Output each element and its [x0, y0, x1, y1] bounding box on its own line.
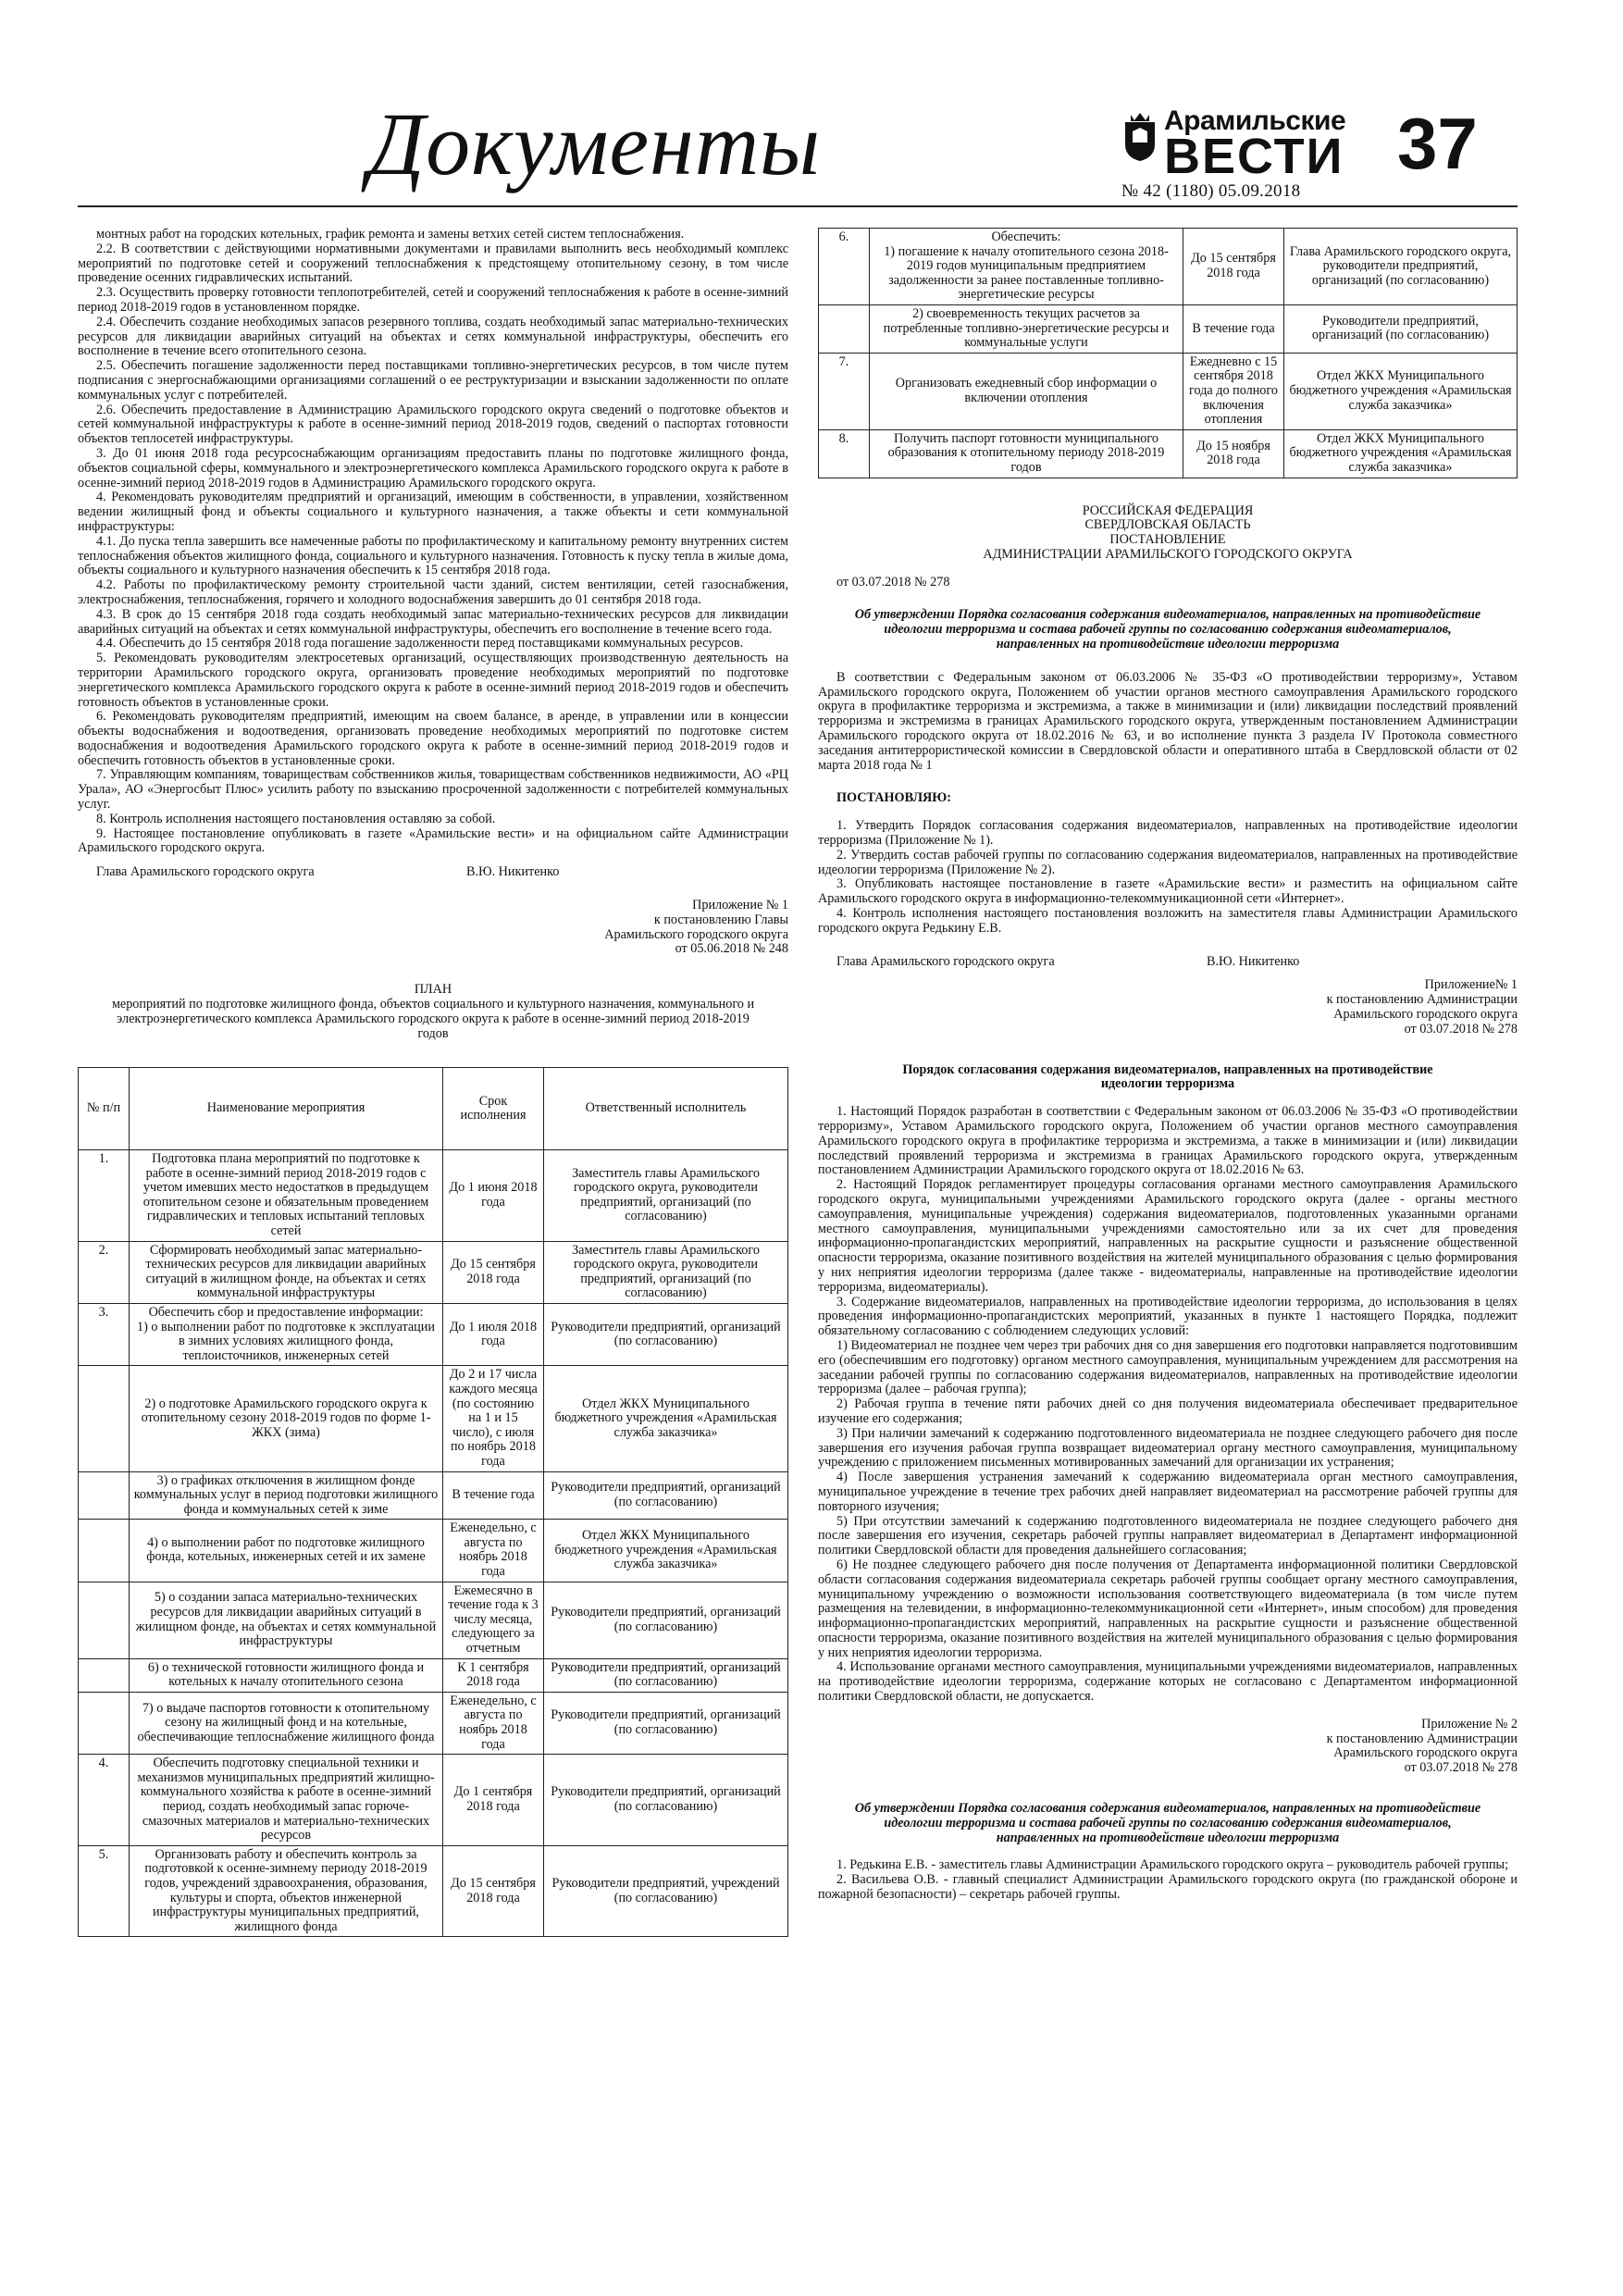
newspaper-logo — [1121, 105, 1346, 184]
group-title: Об утверждении Порядка согласования содержания видеоматериалов, направленных на противодействие идеологии терроризма и состава рабочей группы по согласованию содержания видеоматериалов, направленных на противодействие идеологии терроризма — [854, 1801, 1481, 1845]
paragraph: 4.3. В срок до 15 сентября 2018 года создать необходимый запас материально-технических ресурсов для ликвидации аварийных ситуаций на объектах и сетях коммунальной инфраструктуры, обеспечить его восполнение в течение всего года. — [78, 606, 788, 637]
document-date: от 03.07.2018 № 278 — [836, 574, 950, 590]
row-activity: 4) о выполнении работ по подготовке жилищного фонда, котельных, инженерных сетей и их замене — [130, 1520, 443, 1582]
paragraph: 2.2. В соответствии с действующими нормативными документами и правилами выполнить весь необходимый комплекс мероприятий по подготовке сетей и сооружений теплоснабжения к предстоящему отопительному сезону, в том числе проведение осенних гидравлических испытаний. — [78, 241, 788, 286]
row-deadline: До 1 июня 2018 года — [443, 1150, 544, 1242]
row-deadline: Ежедневно с 15 сентября 2018 года до полного включения отопления — [1183, 353, 1284, 429]
paragraph: 7. Управляющим компаниям, товариществам собственников жилья, товариществам собственников недвижимости, АО «РЦ Урала», АО «Энергосбыт Плюс» усилить работу по взысканию просроченной задолженности с потребителей коммунальных услуг. — [78, 767, 788, 813]
logo-main-text: ВЕСТИ — [1164, 129, 1344, 184]
table-row — [79, 1845, 788, 1937]
row-responsible: Руководители предприятий, организаций (по согласованию) — [544, 1471, 788, 1520]
row-deadline: В течение года — [443, 1471, 544, 1520]
paragraph: 8. Контроль исполнения настоящего постановления оставляю за собой. — [96, 811, 496, 826]
row-number — [79, 1471, 130, 1520]
appendix-line: от 03.07.2018 № 278 — [1404, 1021, 1518, 1036]
row-number: 4. — [79, 1755, 130, 1846]
header-line: ПОСТАНОВЛЕНИЕ — [1109, 532, 1226, 548]
row-number — [79, 1658, 130, 1692]
row-activity: Обеспечить: 1) погашение к началу отопительного сезона 2018-2019 годов муниципальным предприятием задолженности за ранее поставленные топливно-энергетические ресурсы — [870, 229, 1183, 305]
order-item: 2) Рабочая группа в течение пяти рабочих дней со дня получения видеоматериала обеспечивает предварительное изучение его содержания; — [818, 1396, 1518, 1426]
table-row — [79, 1471, 788, 1520]
header-resp: Ответственный исполнитель — [544, 1068, 788, 1150]
signature-name: В.Ю. Никитенко — [1207, 953, 1300, 969]
header-line: РОССИЙСКАЯ ФЕДЕРАЦИЯ — [1082, 503, 1254, 518]
table-row — [79, 1658, 788, 1692]
paragraph: 6. Рекомендовать руководителям предприятий, имеющим на своем балансе, в аренде, в управлении или в концессии объекты водоснабжения и водоотведения, организовать проведение необходимых мероприятий по подготовке систем водоснабжения и водоотведения Арамильского городского округа к работе в осенне-зимний период 2018-2019 годов и обеспечить готовность объектов в установленные сроки. — [78, 709, 788, 768]
table-row — [79, 1582, 788, 1658]
row-responsible: Руководители предприятий, организаций (по согласованию) — [544, 1755, 788, 1846]
table-row — [819, 229, 1518, 305]
logo-top-text: Арамильские — [1164, 105, 1346, 136]
order-item: 3) При наличии замечаний к содержанию подготовленного видеоматериала не позднее следующего рабочего дня после завершения его изучения рабочая группа возвращает видеоматериал органу местного самоуправления, муниципальному учреждению с приложением письменных мотивированных замечаний для организации их устранения; — [818, 1425, 1518, 1471]
row-activity: 3) о графиках отключения в жилищном фонде коммунальных услуг в период подготовки жилищного фонда и коммунальных сетей к зиме — [130, 1471, 443, 1520]
row-activity: Обеспечить сбор и предоставление информации: 1) о выполнении работ по подготовке к эксплуатации в зимних условиях жилищного фонда, теплоисточников, инженерных сетей — [130, 1303, 443, 1365]
order-title: Порядок согласования содержания видеоматериалов, направленных на противодействие идеологии терроризма — [902, 1061, 1433, 1092]
order-item: 5) При отсутствии замечаний к содержанию подготовленного видеоматериала не позднее следующего рабочего дня после завершения его изучения, секретарь рабочей группы направляет видеоматериал в Департамент информационной политики Свердловской области для проведения дальнейшего согласования; — [818, 1513, 1518, 1558]
plan-subtitle: мероприятий по подготовке жилищного фонда, объектов социального и культурного назначения, коммунального и электроэнергетического комплекса Арамильского городского округа к работе в осенне-зимний период 2018-2019 годов — [111, 997, 755, 1041]
appendix-line: к постановлению Администрации — [1326, 1731, 1518, 1746]
row-activity: Получить паспорт готовности муниципального образования к отопительному периоду 2018-2019 годов — [870, 429, 1183, 478]
appendix-line: к постановлению Администрации — [1326, 992, 1518, 1008]
issue-number: № 42 (1180) 05.09.2018 — [1121, 181, 1301, 201]
paragraph: 2.5. Обеспечить погашение задолженности перед поставщиками топливно-энергетических ресурсов, в том числе путем подписания с энергоснабжающими организациями соглашений о ее реструктуризации и взыскании задолженности по оплате коммунальных услуг с потребителей. — [78, 358, 788, 403]
row-responsible: Руководители предприятий, организаций (по согласованию) — [544, 1582, 788, 1658]
left-signature — [78, 865, 788, 880]
table-row — [79, 1520, 788, 1582]
table-row — [79, 1303, 788, 1365]
row-activity: 2) своевременность текущих расчетов за потребленные топливно-энергетические ресурсы и коммунальные услуги — [870, 304, 1183, 353]
group-members — [818, 1858, 1518, 1902]
paragraph: 4. Рекомендовать руководителям предприятий и организаций, имеющим в собственности, в управлении, хозяйственном ведении жилищный фонд и объекты социального и культурного назначения, а также объекты и сети коммунальной инфраструктуры: — [78, 490, 788, 534]
row-activity: 7) о выдаче паспортов готовности к отопительному сезону на жилищный фонд и на котельные, обеспечивающие теплоснабжение жилищного фонда — [130, 1692, 443, 1754]
plan-table-continued-body — [819, 229, 1518, 478]
section-title: Документы — [368, 94, 822, 193]
row-responsible: Руководители предприятий, учреждений (по согласованию) — [544, 1845, 788, 1937]
row-deadline: До 1 июля 2018 года — [443, 1303, 544, 1365]
order-item: 3. Содержание видеоматериалов, направленных на противодействие идеологии терроризма, до использования в целях проведения информационно-пропагандистских мероприятий, указанных в пункте 1 настоящего Порядка, подлежит обязательному согласованию с соблюдением следующих условий: — [818, 1294, 1518, 1339]
row-activity: 2) о подготовке Арамильского городского округа к отопительному сезону 2018-2019 годов по форме 1-ЖКХ (зима) — [130, 1366, 443, 1471]
order-item: 4. Использование органами местного самоуправления, муниципальными учреждениями видеоматериалов, направленных на противодействие идеологии терроризма, содержание которых не согласовано с Департаментом информационной политики Свердловской области, не допускается. — [818, 1659, 1518, 1705]
order-item: 2. Настоящий Порядок регламентирует процедуры согласования органами местного самоуправления Арамильского городского округа, муниципальными учреждениями Арамильского городского округа (далее - органы местного самоуправления, муниципальные учреждения) содержания видеоматериалов, подготовленных указанными органами местного самоуправления, муниципальными учреждениями самостоятельно или за их счет для проведения информационно-пропагандистских мероприятий, направленных на раскрытие сущности и разъяснение общественной опасности терроризма, оказание позитивного воздействия на жителей муниципального образования с целью формирования у них неприятия идеологии терроризма (далее также - видеоматериалы, направленные на противодействие идеологии терроризма, видеоматериалы). — [818, 1177, 1518, 1295]
row-deadline: До 15 сентября 2018 года — [443, 1241, 544, 1303]
order-item: 4) После завершения устранения замечаний к содержанию видеоматериала орган местного самоуправления, муниципальное учреждение в течение трех рабочих дней направляет видеоматериал на рассмотрение рабочей группы для повторного изучения; — [818, 1470, 1518, 1514]
right-column — [818, 228, 1518, 1903]
left-intro — [78, 228, 788, 856]
row-responsible: Отдел ЖКХ Муниципального бюджетного учреждения «Арамильская служба заказчика» — [544, 1520, 788, 1582]
plan-title: ПЛАН — [414, 982, 452, 998]
decree-item: 3. Опубликовать настоящее постановление в газете «Арамильские вести» и разместить на официальном сайте Арамильского городского округа в информационно-телекоммуникационной сети «Интернет». — [818, 876, 1518, 907]
row-deadline: Еженедельно, с августа по ноябрь 2018 года — [443, 1692, 544, 1754]
header-num: № п/п — [79, 1068, 130, 1150]
row-responsible: Руководители предприятий, организаций (по согласованию) — [1284, 304, 1518, 353]
row-deadline: К 1 сентября 2018 года — [443, 1658, 544, 1692]
header-name: Наименование мероприятия — [130, 1068, 443, 1150]
row-responsible: Руководители предприятий, организаций (по согласованию) — [544, 1303, 788, 1365]
member-item: 2. Васильева О.В. - главный специалист Администрации Арамильского городского округа (по гражданской обороне и пожарной безопасности) – секретарь рабочей группы. — [818, 1872, 1518, 1903]
signature-role: Глава Арамильского городского округа — [836, 953, 1055, 969]
row-deadline: Еженедельно, с августа по ноябрь 2018 года — [443, 1520, 544, 1582]
row-deadline: До 1 сентября 2018 года — [443, 1755, 544, 1846]
paragraph: монтных работ на городских котельных, график ремонта и замены ветхих сетей систем теплоснабжения. — [96, 227, 685, 242]
plan-table-continued — [818, 228, 1518, 478]
header-line: АДМИНИСТРАЦИИ АРАМИЛЬСКОГО ГОРОДСКОГО ОКРУГА — [983, 546, 1353, 562]
appendix-line: Арамильского городского округа — [1333, 1007, 1518, 1023]
signature-role: Глава Арамильского городского округа — [96, 864, 315, 880]
row-number: 1. — [79, 1150, 130, 1242]
header-term: Срок исполнения — [443, 1068, 544, 1150]
paragraph: 3. До 01 июня 2018 года ресурсоснабжающим организациям предоставить планы по подготовке жилищного фонда, объектов социальной сферы, коммунального и электроэнергетического комплекса Арамильского городского округа к работе в осенне-зимний период 2018-2019 годов в Администрацию Арамильского городского округа. — [78, 445, 788, 490]
row-activity: Сформировать необходимый запас материально-технических ресурсов для ликвидации аварийных ситуаций в жилищном фонде, на объектах и сетях коммунальной инфраструктуры — [130, 1241, 443, 1303]
appendix-line: Приложение № 1 — [692, 898, 788, 913]
table-row — [819, 304, 1518, 353]
appendix-line: Арамильского городского округа — [1333, 1745, 1518, 1761]
header-divider — [78, 205, 1518, 207]
order-items — [818, 1105, 1518, 1705]
appendix-1-note — [818, 978, 1518, 1036]
document-header — [818, 504, 1518, 563]
table-row — [79, 1366, 788, 1471]
row-number: 5. — [79, 1845, 130, 1937]
row-deadline: В течение года — [1183, 304, 1284, 353]
row-responsible: Отдел ЖКХ Муниципального бюджетного учреждения «Арамильская служба заказчика» — [1284, 429, 1518, 478]
table-row — [79, 1755, 788, 1846]
signature-name: В.Ю. Никитенко — [466, 864, 560, 880]
header-line: СВЕРДЛОВСКАЯ ОБЛАСТЬ — [1084, 517, 1251, 533]
table-header-row — [79, 1068, 788, 1150]
row-number: 7. — [819, 353, 870, 429]
row-responsible: Глава Арамильского городского округа, руководители предприятий, организаций (по согласованию) — [1284, 229, 1518, 305]
decree-items — [818, 819, 1518, 936]
row-activity: Подготовка плана мероприятий по подготовке к работе в осенне-зимний период 2018-2019 годов с учетом имевших место недостатков в предыдущем отопительном сезоне и обязательным проведением гидравлических и тепловых испытаний тепловых сетей — [130, 1150, 443, 1242]
row-number: 2. — [79, 1241, 130, 1303]
table-row — [79, 1150, 788, 1242]
decree-word: ПОСТАНОВЛЯЮ: — [836, 790, 952, 806]
row-deadline: До 15 ноября 2018 года — [1183, 429, 1284, 478]
right-signature — [818, 955, 1518, 970]
row-number: 6. — [819, 229, 870, 305]
paragraph: 2.3. Осуществить проверку готовности теплопотребителей, сетей и сооружений теплоснабжения к работе в осенне-зимний период 2018-2019 годов в установленном порядке. — [78, 285, 788, 315]
table-row — [79, 1241, 788, 1303]
appendix-2-note — [818, 1718, 1518, 1776]
row-responsible: Руководители предприятий, организаций (по согласованию) — [544, 1692, 788, 1754]
appendix-line: Приложение № 2 — [1421, 1716, 1518, 1731]
order-item: 1. Настоящий Порядок разработан в соответствии с Федеральным законом от 06.03.2006 № 35-ФЗ «О противодействии терроризму», Уставом Арамильского городского округа, Положением об участии органов местного самоуправления Арамильского городского округа в профилактике терроризма и экстремизма, а также в минимизации и (или) ликвидации последствий проявлений терроризма и экстремизма в границах Арамильского городского округа, утвержденным постановлением Администрации Арамильского городского округа от 18.02.2016 № 63. — [818, 1104, 1518, 1178]
row-number — [79, 1366, 130, 1471]
page-number: 37 — [1397, 103, 1478, 184]
table-row — [819, 429, 1518, 478]
decree-item: 1. Утвердить Порядок согласования содержания видеоматериалов, направленных на противодействие идеологии терроризма (Приложение № 1). — [818, 818, 1518, 849]
row-deadline: Ежемесячно в течение года к 3 числу месяца, следующего за отчетным — [443, 1582, 544, 1658]
paragraph: 4.2. Работы по профилактическому ремонту строительной части зданий, систем вентиляции, сетей газоснабжения, электроснабжения, теплоснабжения, горячего и холодного водоснабжения завершить до 01 сентября 2018 года. — [78, 577, 788, 607]
decree-item: 4. Контроль исполнения настоящего постановления возложить на заместителя главы Администрации Арамильского городского округа Редькину Е.В. — [818, 906, 1518, 936]
paragraph: 9. Настоящее постановление опубликовать в газете «Арамильские вести» и на официальном сайте Администрации Арамильского городского округа. — [78, 825, 788, 856]
row-responsible: Отдел ЖКХ Муниципального бюджетного учреждения «Арамильская служба заказчика» — [1284, 353, 1518, 429]
appendix-line: к постановлению Главы — [653, 912, 788, 927]
order-item: 6) Не позднее следующего рабочего дня после получения от Департамента информационной политики Свердловской области согласования содержания видеоматериала секретарь рабочей группы сообщает органу местного самоуправления, муниципальному учреждению о возможности использования соответствующего видеоматериала (в том числе путем размещения на телевидении, в информационно-телекоммуникационной сети «Интернет», иным способом) для проведения информационно-пропагандистских мероприятий, направленных на раскрытие сущности и разъяснение общественной опасности терроризма, оказание позитивного воздействия на жителей муниципального образования с целью формирования у них неприятия идеологии терроризма. — [818, 1557, 1518, 1660]
row-number — [79, 1582, 130, 1658]
decree-item: 2. Утвердить состав рабочей группы по согласованию содержания видеоматериалов, направленных на противодействие идеологии терроризма (Приложение № 2). — [818, 847, 1518, 877]
appendix-line: от 05.06.2018 № 248 — [675, 941, 788, 957]
table-row — [819, 353, 1518, 429]
left-column — [78, 228, 788, 1937]
appendix-line: от 03.07.2018 № 278 — [1404, 1760, 1518, 1776]
row-number — [79, 1692, 130, 1754]
row-responsible: Руководители предприятий, организаций (по согласованию) — [544, 1658, 788, 1692]
paragraph: 5. Рекомендовать руководителям электросетевых организаций, осуществляющих производственную деятельность на территории Арамильского городского округа, организовать проведение необходимых мероприятий по подготовке энергетического комплекса Арамильского городского округа к работе в осенне-зимний период 2018-2019 годов и обеспечить готовность объектов в установленные сроки. — [78, 651, 788, 710]
row-responsible: Отдел ЖКХ Муниципального бюджетного учреждения «Арамильская служба заказчика» — [544, 1366, 788, 1471]
paragraph: 4.4. Обеспечить до 15 сентября 2018 года погашение задолженности перед поставщиками коммунальных ресурсов. — [96, 636, 744, 652]
appendix-line: Приложение№ 1 — [1424, 977, 1518, 993]
row-deadline: До 15 сентября 2018 года — [443, 1845, 544, 1937]
document-title: Об утверждении Порядка согласования содержания видеоматериалов, направленных на противодействие идеологии терроризма и состава рабочей группы по согласованию содержания видеоматериалов, направленных на противодействие идеологии терроризма — [854, 607, 1481, 652]
row-number: 3. — [79, 1303, 130, 1365]
row-activity: Обеспечить подготовку специальной техники и механизмов муниципальных предприятий жилищно-коммунального хозяйства к работе в осенне-зимний период, создать необходимый запас горюче-смазочных материалов и материально-технических ресурсов — [130, 1755, 443, 1846]
appendix-line: Арамильского городского округа — [604, 926, 788, 942]
crest-icon — [1121, 109, 1158, 163]
row-activity: 5) о создании запаса материально-технических ресурсов для ликвидации аварийных ситуаций в жилищном фонде, на объектах и сетях коммунальной инфраструктуры — [130, 1582, 443, 1658]
appendix-1-note — [78, 899, 788, 957]
row-activity: Организовать ежедневный сбор информации о включении отопления — [870, 353, 1183, 429]
paragraph: 2.6. Обеспечить предоставление в Администрацию Арамильского городского округа сведений о подготовке объектов и сетей коммунальной инфраструктуры к работе в осенне-зимний период 2018-2019 годов, сведений о паспортах готовности объектов теплосетей инфраструктуры. — [78, 402, 788, 447]
plan-table — [78, 1067, 788, 1937]
row-number — [79, 1520, 130, 1582]
paragraph: 4.1. До пуска тепла завершить все намеченные работы по профилактическому и капитальному ремонту внутренних систем теплоснабжения объектов жилищного фонда, социального и культурного назначения. Готовность к пуску тепла в жилые дома, объекты социального и культурного назначения обеспечить к 15 сентября 2018 года. — [78, 533, 788, 578]
row-deadline: До 15 сентября 2018 года — [1183, 229, 1284, 305]
member-item: 1. Редькина Е.В. - заместитель главы Администрации Арамильского городского округа – руководитель рабочей группы; — [836, 1857, 1509, 1873]
paragraph: 2.4. Обеспечить создание необходимых запасов резервного топлива, создать необходимый запас материально-технических ресурсов для ликвидации аварийных ситуаций на объектах и сетях коммунальной инфраструктуры, обеспечить его восполнение в течение всего отопительного сезона. — [78, 314, 788, 359]
row-responsible: Заместитель главы Арамильского городского округа, руководители предприятий, организаций (по согласованию) — [544, 1150, 788, 1242]
plan-table-body — [79, 1150, 788, 1937]
row-responsible: Заместитель главы Арамильского городского округа, руководители предприятий, организаций (по согласованию) — [544, 1241, 788, 1303]
row-deadline: До 2 и 17 числа каждого месяца (по состоянию на 1 и 15 число), с июля по ноябрь 2018 года — [443, 1366, 544, 1471]
row-activity: 6) о технической готовности жилищного фонда и котельных к началу отопительного сезона — [130, 1658, 443, 1692]
row-number — [819, 304, 870, 353]
order-item: 1) Видеоматериал не позднее чем через три рабочих дня со дня завершения его подготовки направляется подготовившим его (обеспечившим его подготовку) органом местного самоуправления, муниципальным учреждением для рассмотрения на заседании рабочей группы по согласованию содержания видеоматериалов, направленных на противодействие идеологии терроризма (далее – рабочая группа); — [818, 1337, 1518, 1397]
row-number: 8. — [819, 429, 870, 478]
preamble: В соответствии с Федеральным законом от 06.03.2006 № 35-ФЗ «О противодействии терроризму», Уставом Арамильского городского округа, Положением об участии органов местного самоуправления Арамильского городского округа в профилактике терроризма и экстремизма, а также в минимизации и (или) ликвидации последствий проявлений терроризма и экстремизма в границах Арамильского городского округа, утвержденным постановлением Администрации Арамильского городского округа от 18.02.2016 № 63, и во исполнение пункта 3 раздела IV Протокола совместного заседания антитеррористической комиссии в Свердловской области и оперативного штаба в Свердловской области от 02 марта 2018 года № 1 — [818, 669, 1518, 773]
table-row — [79, 1692, 788, 1754]
row-activity: Организовать работу и обеспечить контроль за подготовкой к осенне-зимнему периоду 2018-2019 годов, учреждений здравоохранения, образования, культуры и спорта, объектов инженерной инфраструктуры муниципальных предприятий, жилищного фонда — [130, 1845, 443, 1937]
